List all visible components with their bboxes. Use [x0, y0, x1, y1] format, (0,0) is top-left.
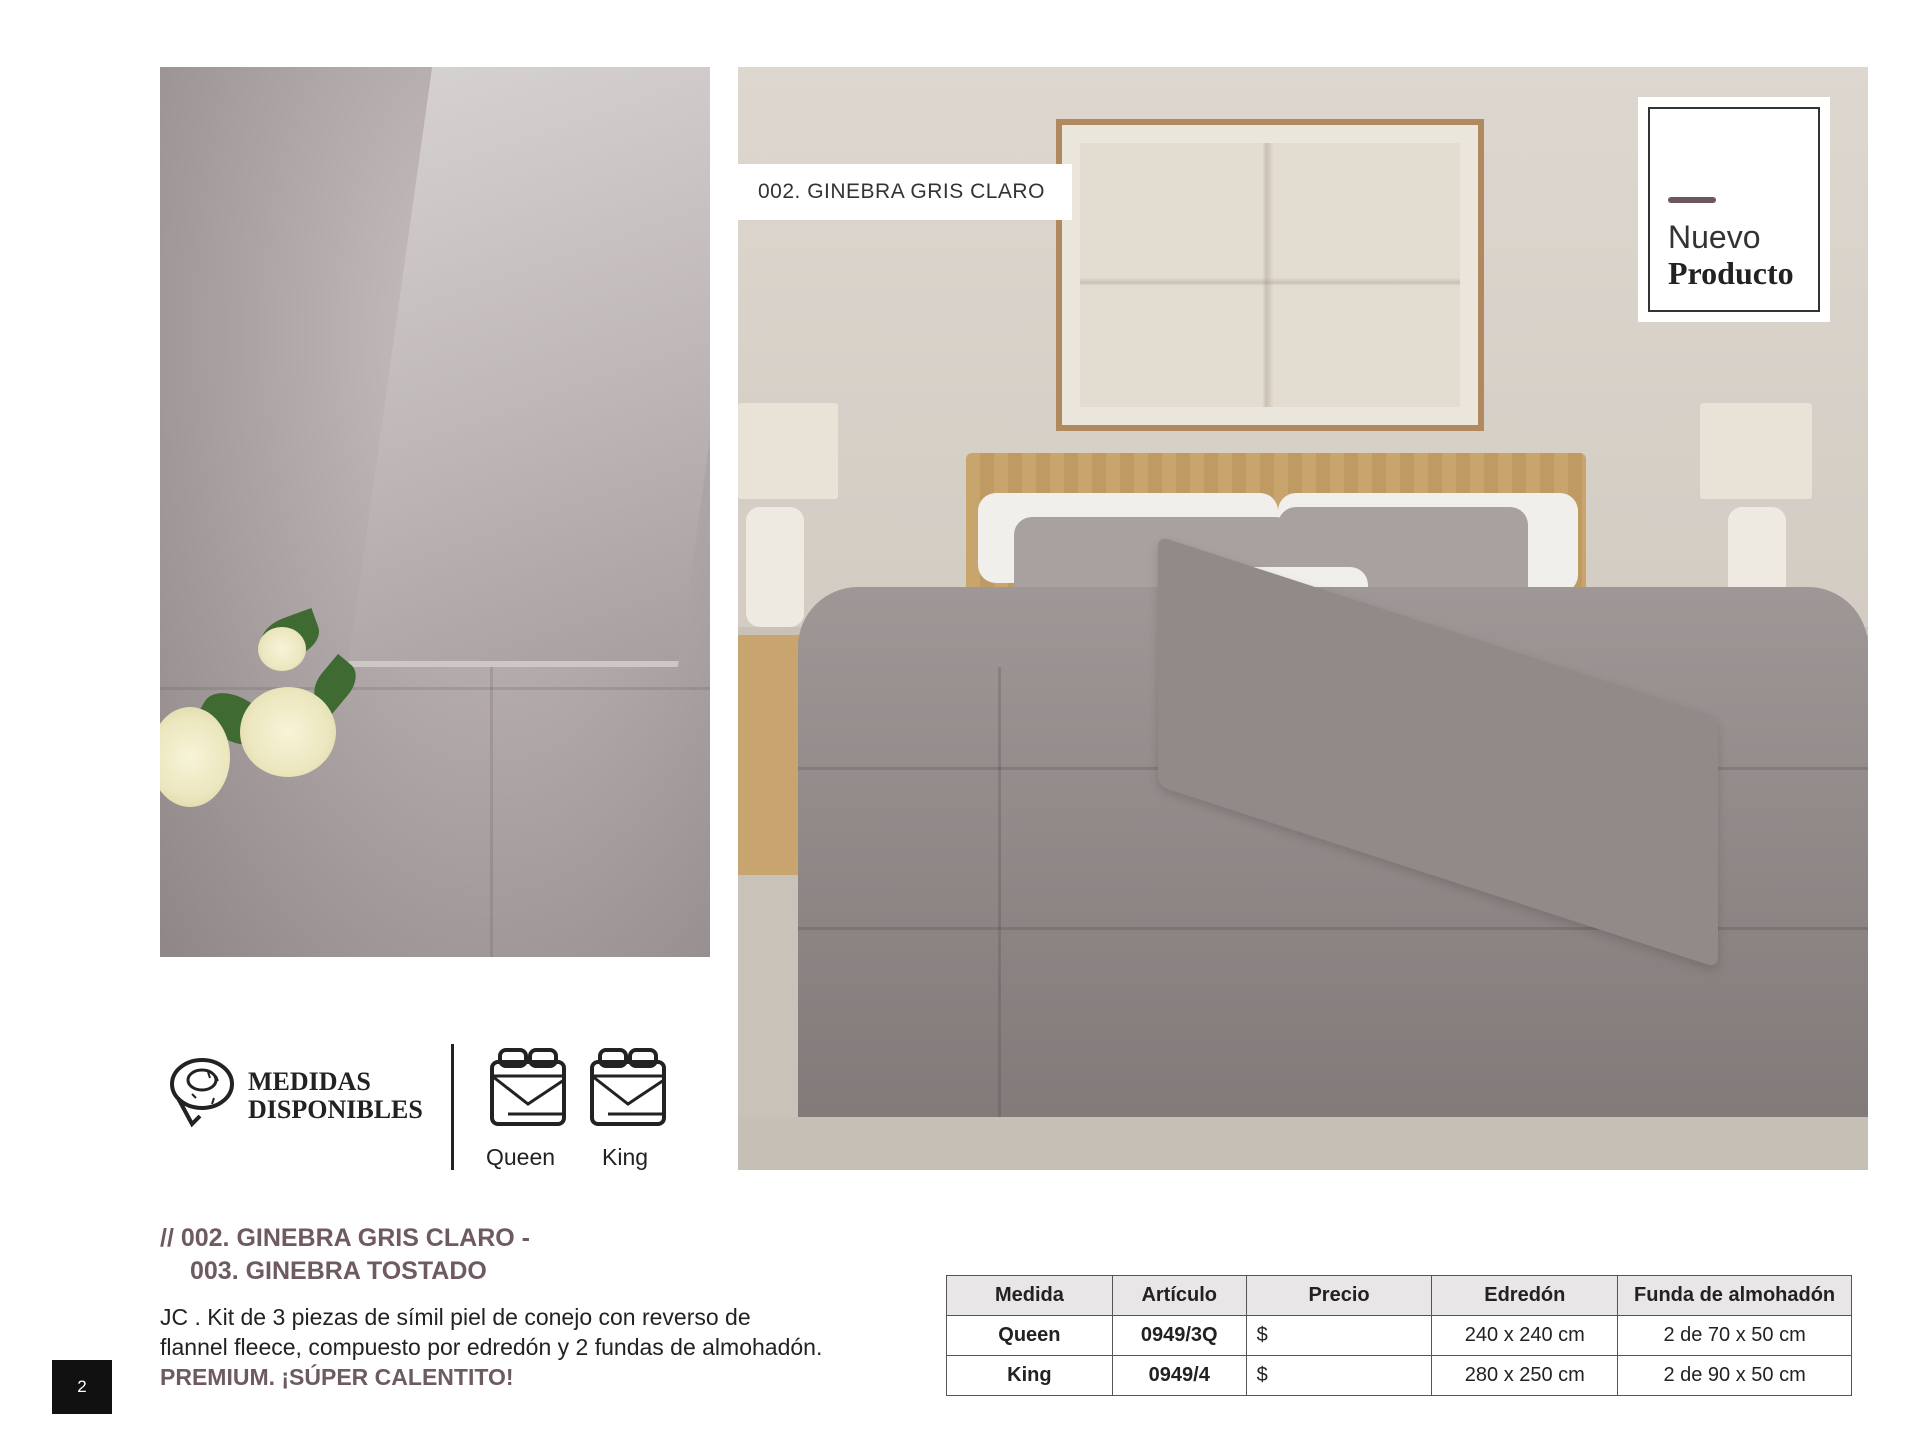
premium-tagline: PREMIUM. ¡SÚPER CALENTITO! [160, 1364, 514, 1390]
col-header: Edredón [1432, 1276, 1618, 1316]
cell-article: 0949/4 [1112, 1356, 1246, 1396]
wall-art [1056, 119, 1484, 431]
page-number: 2 [52, 1360, 112, 1414]
price-table [946, 1275, 1852, 1396]
cell-article: 0949/3Q [1112, 1316, 1246, 1356]
table-header-row [947, 1276, 1852, 1316]
cell-pillowcase: 2 de 70 x 50 cm [1618, 1316, 1852, 1356]
col-header: Precio [1246, 1276, 1432, 1316]
sizes-heading: MEDIDAS DISPONIBLES [248, 1067, 423, 1124]
divider [451, 1044, 454, 1170]
bed-icon [588, 1046, 668, 1128]
badge-line-1: Nuevo [1668, 219, 1761, 255]
cell-price: $ [1246, 1316, 1432, 1356]
comforter-fold [348, 67, 710, 667]
variant-label: 002. GINEBRA GRIS CLARO [738, 164, 1072, 220]
flowers-decoration [160, 607, 380, 807]
bed-icon [488, 1046, 568, 1128]
col-header: Medida [947, 1276, 1113, 1316]
product-description: JC . Kit de 3 piezas de símil piel de conejo con reverso de flannel fleece, compuesto por edredón y 2 fundas de almohadón. PREMIUM. ¡SÚPER CALENTITO! [160, 1302, 880, 1392]
cell-pillowcase: 2 de 90 x 50 cm [1618, 1356, 1852, 1396]
table-row [947, 1316, 1852, 1356]
col-header: Funda de almohadón [1618, 1276, 1852, 1316]
cell-comforter: 240 x 240 cm [1432, 1316, 1618, 1356]
badge-line-2: Producto [1668, 255, 1794, 291]
table-row [947, 1356, 1852, 1396]
col-header: Artículo [1112, 1276, 1246, 1316]
cell-size: Queen [947, 1316, 1113, 1356]
size-king-label: King [602, 1144, 649, 1170]
comforter-closeup-photo [160, 67, 710, 957]
quilt-seam [490, 667, 493, 957]
badge-accent-bar [1668, 197, 1716, 203]
cell-price: $ [1246, 1356, 1432, 1396]
cell-size: King [947, 1356, 1113, 1396]
available-sizes [168, 1040, 688, 1180]
new-product-badge [1638, 97, 1830, 322]
product-title: // 002. GINEBRA GRIS CLARO - 003. GINEBRA TOSTADO [160, 1224, 530, 1285]
cell-comforter: 280 x 250 cm [1432, 1356, 1618, 1396]
size-queen-label: Queen [486, 1144, 556, 1170]
measuring-tape-icon [168, 1054, 238, 1128]
